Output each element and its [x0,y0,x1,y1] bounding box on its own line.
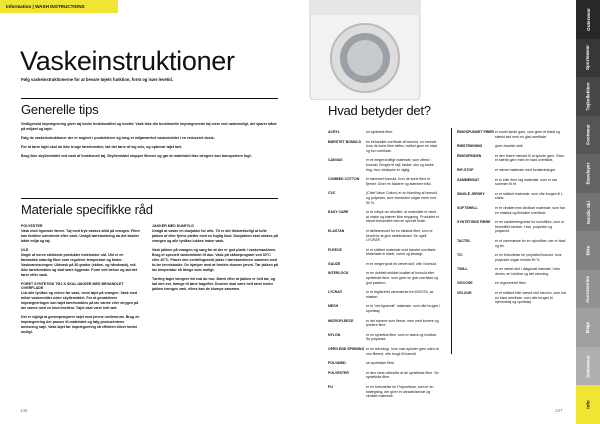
glossary-term: ACRYL [328,130,340,134]
section-text: Luk alle lynlåse og velcro før vask, vend tøjet på vrangen. Vask med milde vaskemidler uden skyllemiddel. For at genaktivere imprægneringen kan tøjet tørretumbles på lav varme eller stryges på lav varme med en klud imellem. Tøjet skal være helt tørt. [21,291,139,310]
tab-label: Bags [585,322,591,334]
glossary-definition: er to eller flere lag materiale, som er sat sammen til ét. [495,177,557,187]
glossary-entry [457,130,567,139]
glossary-entry [457,253,567,262]
section-text: Vask med lignende farver. Tøj med tryk vaskes altid på vrangen. Fibre kan forblive uændrede efter vask. Undgå tørretumbling da det skader både miljø og tøj. [21,229,140,243]
divider [21,198,278,199]
glossary-definition: er et meget kraftigt materiale, som oftest i bomuld. Bruges til sejl, tasker, sko og andre ting, hvor slidstyrke er vigtig. [366,158,434,172]
glossary-title: Hvad betyder det? [328,103,431,118]
glossary-term: SINGLE JERSEY [457,191,485,196]
glossary-term: EASY CARE [328,210,349,215]
glossary-entry [328,290,440,299]
glossary-definition: giver elastisk strik. [495,144,524,149]
glossary-entry [328,361,440,366]
glossary-entry [457,291,567,305]
glossary-definition: er et vindtæt men åndbart materiale, som har en elastisk og fleksibel overflade. [495,205,566,215]
glossary-term: VELOUR [457,291,472,296]
glossary-definition: er et registreret varemærke fra INVISTA, se elastan. [366,290,434,299]
glossary-term: INTERLOCK [328,271,349,276]
page-number-right: 147 [555,408,563,413]
tab-label: Baselayer [585,162,591,185]
general-tips-heading: Generelle tips [21,102,99,117]
glossary-entry [328,130,440,135]
glossary-term: RINGSPUNDET FIBER [457,130,494,134]
glossary-term: VISCOSE [457,281,473,286]
page-number-left: 146 [20,408,28,413]
glossary-entry [457,168,567,173]
glossary-term: SOFTSHELL [457,205,478,210]
glossary-term: TWILL [457,267,468,272]
glossary-term: MICROFLEECE [328,318,354,323]
glossary-term: LYCRA® [328,290,343,295]
glossary-definition: er et meget tyndt let vævet stof, ofte i bomuld. [366,261,438,266]
tab-swimwear[interactable] [576,347,600,386]
glossary-definition: er et "net-lignende" materiale, som ofte bruges i sportstøj. [366,304,440,314]
glossary-entry [328,371,440,380]
section-title: JAKKER MED DUNFYLD [152,224,194,228]
glossary-definition: en syntetisk fiber. [366,130,394,134]
glossary-definition: er snoet tynde garn, som giver et blødt og stærkt stof med en glat overflade. [495,130,560,139]
glossary-col-1 [328,130,440,404]
glossary-entry [457,206,567,215]
glossary-term: GAUZE [328,261,341,266]
glossary-entry [328,385,440,399]
tab-sportswear[interactable] [576,39,600,78]
tab-bags[interactable] [576,308,600,347]
tab-label: Swimwear [585,354,591,378]
glossary-definition: (Chief Value Cotton) er en blanding af bomuld og polyester, hvor bomulden udgør mere end 50 %. [366,191,437,205]
glossary-entry [328,191,440,205]
glossary-definition: en regenereret fiber. [495,281,527,286]
tab-nordic-ski[interactable] [576,193,600,232]
section-text: Tørring tager længere tid end du tror. Mærk efter at jakken er helt tør, og lad den evt. hænge til tørre bagefter. Dunene skal være helt tørre inden jakken hænges væk, ellers kan de klumpe sammen. [152,277,276,291]
section-text: Det er vigtigt at genimprægnere tøjet med jævne mellemrum. Brug en imprægnering der passer til materialet og følg producentens anvisning nøje. Vask tøjet før imprægnering så effekten bliver bedst muligt. [21,315,140,334]
glossary-term: PU [328,384,333,389]
glossary-term: NYLON [328,332,341,337]
glossary-entry [328,262,440,267]
section-title: FORET SYNTETISK TØJ & SKALJAKKER MED BEHANDLET OVERFLADE [21,282,124,290]
tab-bike[interactable] [576,231,600,270]
glossary-definition: er et varemærke for en nylonfiber, der er blød og let. [495,238,566,248]
section-title: POLYESTER [21,224,43,228]
glossary-term: MESH [328,304,339,309]
glossary-entry [328,347,440,356]
glossary-term: BØRSTET BOMULD [328,139,362,144]
glossary-entry [328,319,440,328]
section-text: Nogle af vores strikkede produkter indeholder uld. Uld er en fantastisk naturlig fiber som regulerer temperatur og ånder. Vaskeanvisningen: Uldvask på 30 grader (skåne- og håndvask), må ikke tørretumbles og skal tørre liggende. Form ved behov og lad det tørre efter vask. [21,253,138,277]
category-tabs [576,0,600,424]
glossary-definition: er et strikket materiale med børstet overflade. Materialet er blødt, varmt og letvægt. [366,247,437,257]
glossary-definition: er et udtryk om tekstiler, at materialet er nemt at vaske og kræver ikke strygning. Produktet er blevet behandlet med en speciel finish. [366,210,440,224]
tab-info[interactable] [576,385,600,424]
section-text: Vask jakken på vrangen og sørg for at der er god plads i vaskemaskinen. Brug et specielt vaskemiddel til dun. Vask på skåneprogram ved 30°C eller 40°C. Placér den centrifugerede jakke i tørretumbleren sammen med to-tre tennisbolde. De hjælper med at fordele dunene jævnt. Tør jakken på lav temperatur så længe som muligt. [152,248,279,272]
glossary-definition: er den mest udbredte af de syntetiske fibre. Se syntetiske fibre. [366,370,439,380]
tab-accessories[interactable] [576,270,600,309]
glossary-term: CANVAS [328,158,343,163]
tab-label: Outerwear [585,7,591,31]
tab-label: Accessories [585,275,591,303]
glossary-term: ELASTAN [328,228,345,233]
tab-label: Bike [585,245,591,256]
tip-paragraph: Brug ikke skyllemiddel ved vask af funktionelt tøj. Skyllemiddel stopper fibrene og gør at materialet ikke længere kan transportere fugt. [21,154,252,158]
section-title: ULD [21,248,29,252]
glossary-entry [328,333,440,342]
glossary-definition: er vævet materiale med forstærkninger. [495,167,557,172]
glossary-term: COMBED COTTON [328,177,360,182]
tab-tøjkollektion[interactable] [576,77,600,116]
material-heading: Materiale specifikke råd [21,202,153,217]
glossary-entry [328,140,440,154]
tip-paragraph: Vedligehold imprægnering giver tøj bedre funktionalitet og levetid. Vask ikke din funktionelle imprægnerede tøj mere end nødvendigt, det sparer både på miljøet og tøjet. [21,122,277,131]
glossary-term: RINGSPINDEN [457,153,482,158]
glossary-definition: er den finere metode til at spinde garn. Giver et stærkt garn med en blød overflade. [495,153,565,163]
page-subtitle: Følg vaskeinstruktionerne for at bevare tøjets funktion, form og især levetid. [21,77,173,82]
glossary-term: T/C [457,253,463,258]
washing-machine-image [290,0,440,100]
tip-paragraph: For at tørre tøjet skal du ikke bruge tørretumbler, lad det tørre af sig selv, og opbevar tøjet tørt. [21,145,183,149]
glossary-definition: er fællesnavnet for en elastisk fiber, som er kendt for at give strækbarhed. Se også LYCRA®. [366,228,433,243]
glossary-entry [457,267,567,276]
glossary-term: POLYAMID [328,361,346,366]
material-col-1 [21,224,141,339]
glossary-entry [457,144,567,149]
section-header-bar: Information | WASH INSTRUCTIONS [0,0,118,13]
glossary-col-2 [457,130,567,310]
glossary-definition: er en syntetisk fiber, som er stærk og holdbar. Se polyamid. [366,332,437,342]
glossary-definition: en behandlet overflade af bomuld, en metode hvor de korte fibre løftes, hvilket giver en blød og lun overflade. [366,139,437,153]
glossary-term: CVC [328,191,336,196]
glossary-entry [457,220,567,234]
glossary-entry [457,192,567,201]
glossary-definition: er et strikket eller vævet stof med luv, som har en blød overflade, som ofte bruges til hjemmetøj og sportstøj. [495,291,567,305]
glossary-definition: er det samme som fleece, men med kortere og tyndere fibre. [366,318,439,328]
glossary-entry [328,229,440,243]
glossary-entry [457,281,567,286]
tab-label: Info [585,400,591,409]
glossary-definition: er et strikket materiale, som ofte bruges til t-shirts. [495,191,564,201]
tab-baselayer[interactable] [576,154,600,193]
glossary-term: FLEECE [328,247,342,252]
glossary-definition: er en samlebetegnelse for kunstfibre, som er fremstillet kemisk, f.eks. polyester og polyamid. [495,220,565,234]
section-text: Undgå at vaske en dunjakke for ofte. Tit er det tilstrækkeligt at lufte jakken af eller fjerne pletter med en fugtig klud. Dunjakken skal vaskes på vrangen og alle lynlåse lukkes inden vask. [152,229,278,243]
glossary-term: SAMMENSAT [457,177,480,182]
general-tips [21,122,278,163]
page-title: Vaskeinstruktioner [20,46,235,76]
glossary-entry [328,177,440,186]
glossary-definition: er en dobbelt strikket kvalitet af bomuld eller syntetiske fibre, som giver en glat overflade og god pasform. [366,271,439,285]
tab-label: Tøjkollektion [585,82,591,111]
glossary-entry [328,210,440,224]
tab-label: Sportswear [585,45,591,71]
glossary-entry [328,271,440,285]
glossary-definition: er kæmmet bomuld, hvor de korte fibre er fjernet. Giver en blødere og stærkere tråd. [366,177,432,186]
glossary-term: SYNTETISKE FIBRE [457,220,491,225]
tab-outerwear[interactable] [576,0,600,39]
glossary-term: OPEN END SPINNING [328,347,365,351]
glossary-entry [328,248,440,257]
glossary-definition: er en forkortelse for polyester/bomuld, hvor polyester udgør mindst 50 %. [495,253,562,262]
glossary-definition: er en vævet stof i diagonalt mønster, f.eks. denim, en holdbar og tæt vævning. [495,267,561,276]
glossary-entry [457,178,567,187]
tip-paragraph: Følg de vaskeinstruktioner der er angivet i produkterne og brug et miljømærket vaskemiddel i en reduceret dosis. [21,136,215,140]
glossary-entry [457,239,567,248]
glossary-term: TACTEL [457,238,471,243]
glossary-term: RIP-STOP [457,167,474,172]
glossary-entry [457,154,567,163]
material-col-2 [152,224,278,296]
glossary-definition: se syntetiske fibre. [366,361,395,366]
glossary-entry [328,304,440,313]
tab-label: Nordic Ski [585,200,591,224]
tab-label: Footwear [585,124,591,146]
glossary-definition: er en teknologi, hvor man spinder garn uden at sno fibrene, ofte brugt til bomuld. [366,347,439,356]
glossary-term: POLYESTER [328,370,349,375]
glossary-definition: er en forkortelse for Polyurethan, som er en belægning, der giver et vandafvisende og vindtæt materiale. [366,384,434,399]
column-divider [451,128,452,354]
divider [21,98,278,99]
tab-footwear[interactable] [576,116,600,155]
glossary-entry [328,158,440,172]
glossary-term: RIBSTRIKNING [457,144,483,149]
